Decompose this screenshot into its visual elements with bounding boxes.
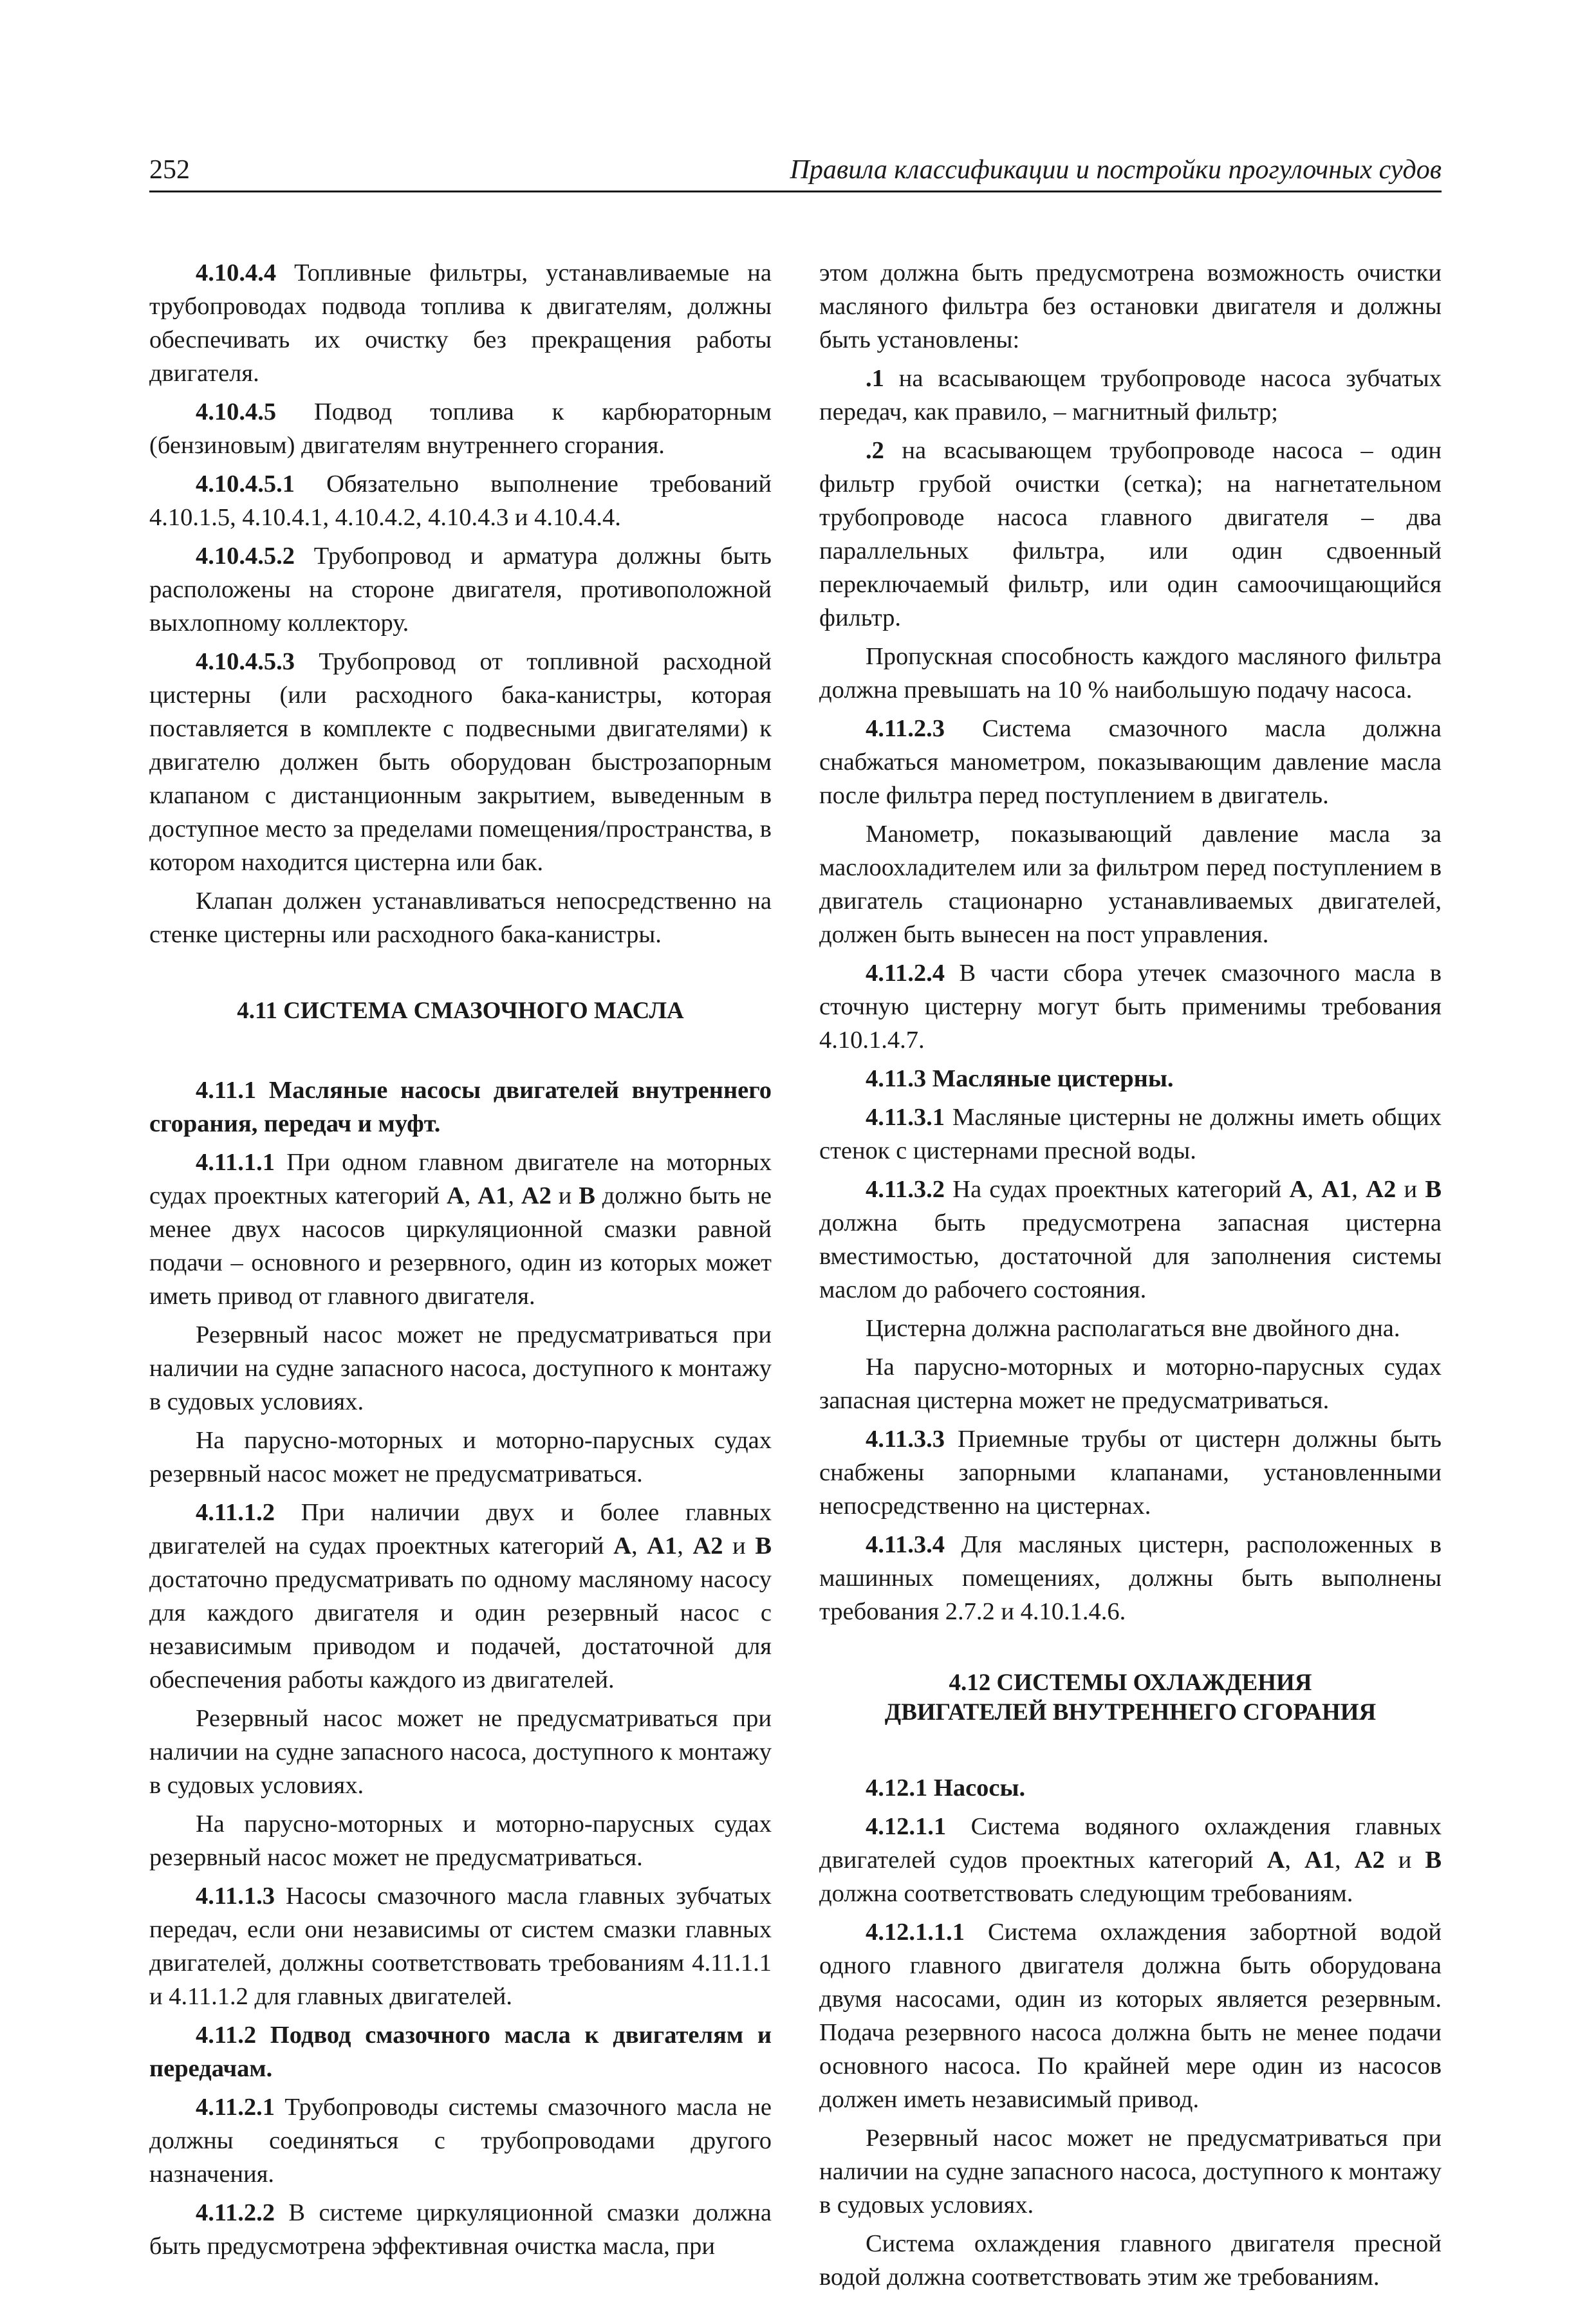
paragraph-reserve-pump-3: Резервный насос может не предусматриваться при наличии на судне запасного насоса, доступного к монтажу в судовых условиях. xyxy=(819,2125,1442,2219)
paragraph-sailing-1: На парусно-моторных и моторно-парусных судах резервный насос может не предусматриваться. xyxy=(149,1427,772,1487)
clause-number: 4.10.4.5.2 xyxy=(196,543,295,570)
paragraph-4-11-1-2: 4.11.1.2 При наличии двух и более главных двигателей на судах проектных категорий А, А1, А2 и В достаточно предусматривать по одному масляному насосу для каждого двигателя и один резервный насос с независимым приводом и подачей, достаточной для обеспечения работы каждого из двигателей. xyxy=(149,1499,772,1693)
subsection-heading-4-11-1: 4.11.1 Масляные насосы двигателей внутреннего сгорания, передач и муфт. xyxy=(149,1077,772,1137)
paragraph-sailing-2: На парусно-моторных и моторно-парусных судах резервный насос может не предусматриваться. xyxy=(149,1810,772,1871)
clause-number: 4.11.2.3 xyxy=(866,715,945,742)
page-number: 252 xyxy=(149,155,190,185)
paragraph-double-bottom: Цистерна должна располагаться вне двойного дна. xyxy=(866,1315,1400,1342)
paragraph-4-11-1-3: 4.11.1.3 Насосы смазочного масла главных зубчатых передач, если они независимы от систем смазки главных двигателей, должны соответствовать требованиям 4.11.1.1 и 4.11.1.2 для главных двигателей. xyxy=(149,1883,772,2010)
clause-number: 4.10.4.4 xyxy=(196,259,277,286)
clause-number: 4.11.3.4 xyxy=(866,1531,945,1558)
paragraph-4-11-2-4: 4.11.2.4 В части сбора утечек смазочного масла в сточную цистерну могут быть применимы требования 4.10.1.4.7. xyxy=(819,960,1442,1054)
paragraph-4-10-4-4: 4.10.4.4 Топливные фильтры, устанавливаемые на трубопроводах подвода топлива к двигателям, должны обеспечивать их очистку без прекращения работы двигателя. xyxy=(149,259,772,387)
clause-number: 4.10.4.5 xyxy=(196,398,277,425)
paragraph-reserve-pump-1: Резервный насос может не предусматриваться при наличии на судне запасного насоса, доступного к монтажу в судовых условиях. xyxy=(149,1321,772,1415)
right-column xyxy=(819,256,1442,2299)
list-marker: .1 xyxy=(866,365,884,392)
running-title: Правила классификации и постройки прогулочных судов xyxy=(790,155,1442,185)
paragraph-4-11-3-1: 4.11.3.1 Масляные цистерны не должны иметь общих стенок с цистернами пресной воды. xyxy=(819,1104,1442,1164)
paragraph-freshwater: Система охлаждения главного двигателя пресной водой должна соответствовать этим же требованиям. xyxy=(819,2230,1442,2291)
clause-number: 4.11.3.1 xyxy=(866,1104,945,1131)
paragraph-4-11-3-2: 4.11.3.2 На судах проектных категорий А, А1, А2 и В должна быть предусмотрена запасная цистерна вместимостью, достаточной для заполнения системы маслом до рабочего состояния. xyxy=(819,1176,1442,1303)
subsection-heading-4-11-3: 4.11.3 Масляные цистерны. xyxy=(866,1065,1174,1092)
paragraph-4-10-4-5-1: 4.10.4.5.1 Обязательно выполнение требований 4.10.1.5, 4.10.4.1, 4.10.4.2, 4.10.4.3 и 4.10.4.4. xyxy=(149,470,772,531)
page-header xyxy=(149,153,1442,192)
section-heading-4-12: 4.12 СИСТЕМЫ ОХЛАЖДЕНИЯ ДВИГАТЕЛЕЙ ВНУТРЕННЕГО СГОРАНИЯ xyxy=(884,1670,1377,1726)
clause-number: 4.11.3.3 xyxy=(866,1426,945,1453)
list-item-1: .1 на всасывающем трубопроводе насоса зубчатых передач, как правило, – магнитный фильтр; xyxy=(819,365,1442,425)
paragraph-continuation: этом должна быть предусмотрена возможность очистки масляного фильтра без остановки двигателя и должны быть установлены: xyxy=(819,259,1442,353)
list-item-2: .2 на всасывающем трубопроводе насоса – один фильтр грубой очистки (сетка); на нагнетательном трубопроводе насоса главного двигателя – два параллельных фильтра, или один сдвоенный переключаемый фильтр, или один самоочищающийся фильтр. xyxy=(819,437,1442,631)
clause-number: 4.10.4.5.3 xyxy=(196,648,295,675)
paragraph-4-11-2-2: 4.11.2.2 В системе циркуляционной смазки должна быть предусмотрена эффективная очистка масла, при xyxy=(149,2199,772,2260)
paragraph-4-12-1-1: 4.12.1.1 Система водяного охлаждения главных двигателей судов проектных категорий А, А1, А2 и В должна соответствовать следующим требованиям. xyxy=(819,1813,1442,1907)
paragraph-4-10-4-5: 4.10.4.5 Подвод топлива к карбюраторным (бензиновым) двигателям внутреннего сгорания. xyxy=(149,398,772,459)
paragraph-4-11-3-3: 4.11.3.3 Приемные трубы от цистерн должны быть снабжены запорными клапанами, установленными непосредственно на цистернах. xyxy=(819,1426,1442,1520)
paragraph-valve: Клапан должен устанавливаться непосредственно на стенке цистерны или расходного бака-канистры. xyxy=(149,888,772,948)
clause-number: 4.11.1.1 xyxy=(196,1149,275,1176)
clause-number: 4.11.2.2 xyxy=(196,2199,275,2226)
list-marker: .2 xyxy=(866,437,884,464)
paragraph-4-11-2-1: 4.11.2.1 Трубопроводы системы смазочного масла не должны соединяться с трубопроводами другого назначения. xyxy=(149,2094,772,2188)
paragraph-filter-capacity: Пропускная способность каждого масляного фильтра должна превышать на 10 % наибольшую подачу насоса. xyxy=(819,643,1442,703)
clause-number: 4.11.3.2 xyxy=(866,1176,945,1203)
clause-number: 4.12.1.1 xyxy=(866,1813,947,1840)
clause-number: 4.11.1.2 xyxy=(196,1499,275,1526)
clause-number: 4.12.1.1.1 xyxy=(866,1919,965,1946)
paragraph-reserve-pump-2: Резервный насос может не предусматриваться при наличии на судне запасного насоса, доступного к монтажу в судовых условиях. xyxy=(149,1705,772,1799)
left-column xyxy=(149,256,772,2268)
clause-number: 4.10.4.5.1 xyxy=(196,470,295,498)
clause-number: 4.11.2.1 xyxy=(196,2094,275,2121)
paragraph-4-11-1-1: 4.11.1.1 При одном главном двигателе на моторных судах проектных категорий А, А1, А2 и В должно быть не менее двух насосов циркуляционной смазки равной подачи – основного и резервного, один из которых может иметь привод от главного двигателя. xyxy=(149,1149,772,1310)
clause-number: 4.11.1.3 xyxy=(196,1883,275,1910)
subsection-heading-4-12-1: 4.12.1 Насосы. xyxy=(866,1774,1026,1801)
paragraph-4-11-2-3: 4.11.2.3 Система смазочного масла должна снабжаться манометром, показывающим давление масла после фильтра перед поступлением в двигатель. xyxy=(819,715,1442,809)
section-heading-4-11: 4.11 СИСТЕМА СМАЗОЧНОГО МАСЛА xyxy=(237,998,684,1024)
paragraph-4-12-1-1-1: 4.12.1.1.1 Система охлаждения забортной водой одного главного двигателя должна быть оборудована двумя насосами, один из которых является резервным. Подача резервного насоса должна быть не менее подачи основного насоса. По крайней мере один из насосов должен иметь независимый привод. xyxy=(819,1919,1442,2113)
paragraph-4-10-4-5-2: 4.10.4.5.2 Трубопровод и арматура должны быть расположены на стороне двигателя, противоположной выхлопному коллектору. xyxy=(149,543,772,637)
paragraph-sailing-3: На парусно-моторных и моторно-парусных судах запасная цистерна может не предусматриваться. xyxy=(819,1354,1442,1414)
paragraph-4-10-4-5-3: 4.10.4.5.3 Трубопровод от топливной расходной цистерны (или расходного бака-канистры, которая поставляется в комплекте с подвесными двигателями) к двигателю должен быть оборудован быстрозапорным клапаном с дистанционным закрытием, выведенным в доступное место за пределами помещения/пространства, в котором находится цистерна или бак. xyxy=(149,648,772,876)
paragraph-4-11-3-4: 4.11.3.4 Для масляных цистерн, расположенных в машинных помещениях, должны быть выполнены требования 2.7.2 и 4.10.1.4.6. xyxy=(819,1531,1442,1625)
paragraph-manometer: Манометр, показывающий давление масла за маслоохладителем или за фильтром перед поступлением в двигатель стационарно устанавливаемых двигателей, должен быть вынесен на пост управления. xyxy=(819,821,1442,948)
clause-number: 4.11.2.4 xyxy=(866,960,945,987)
subsection-heading-4-11-2: 4.11.2 Подвод смазочного масла к двигателям и передачам. xyxy=(149,2022,772,2082)
